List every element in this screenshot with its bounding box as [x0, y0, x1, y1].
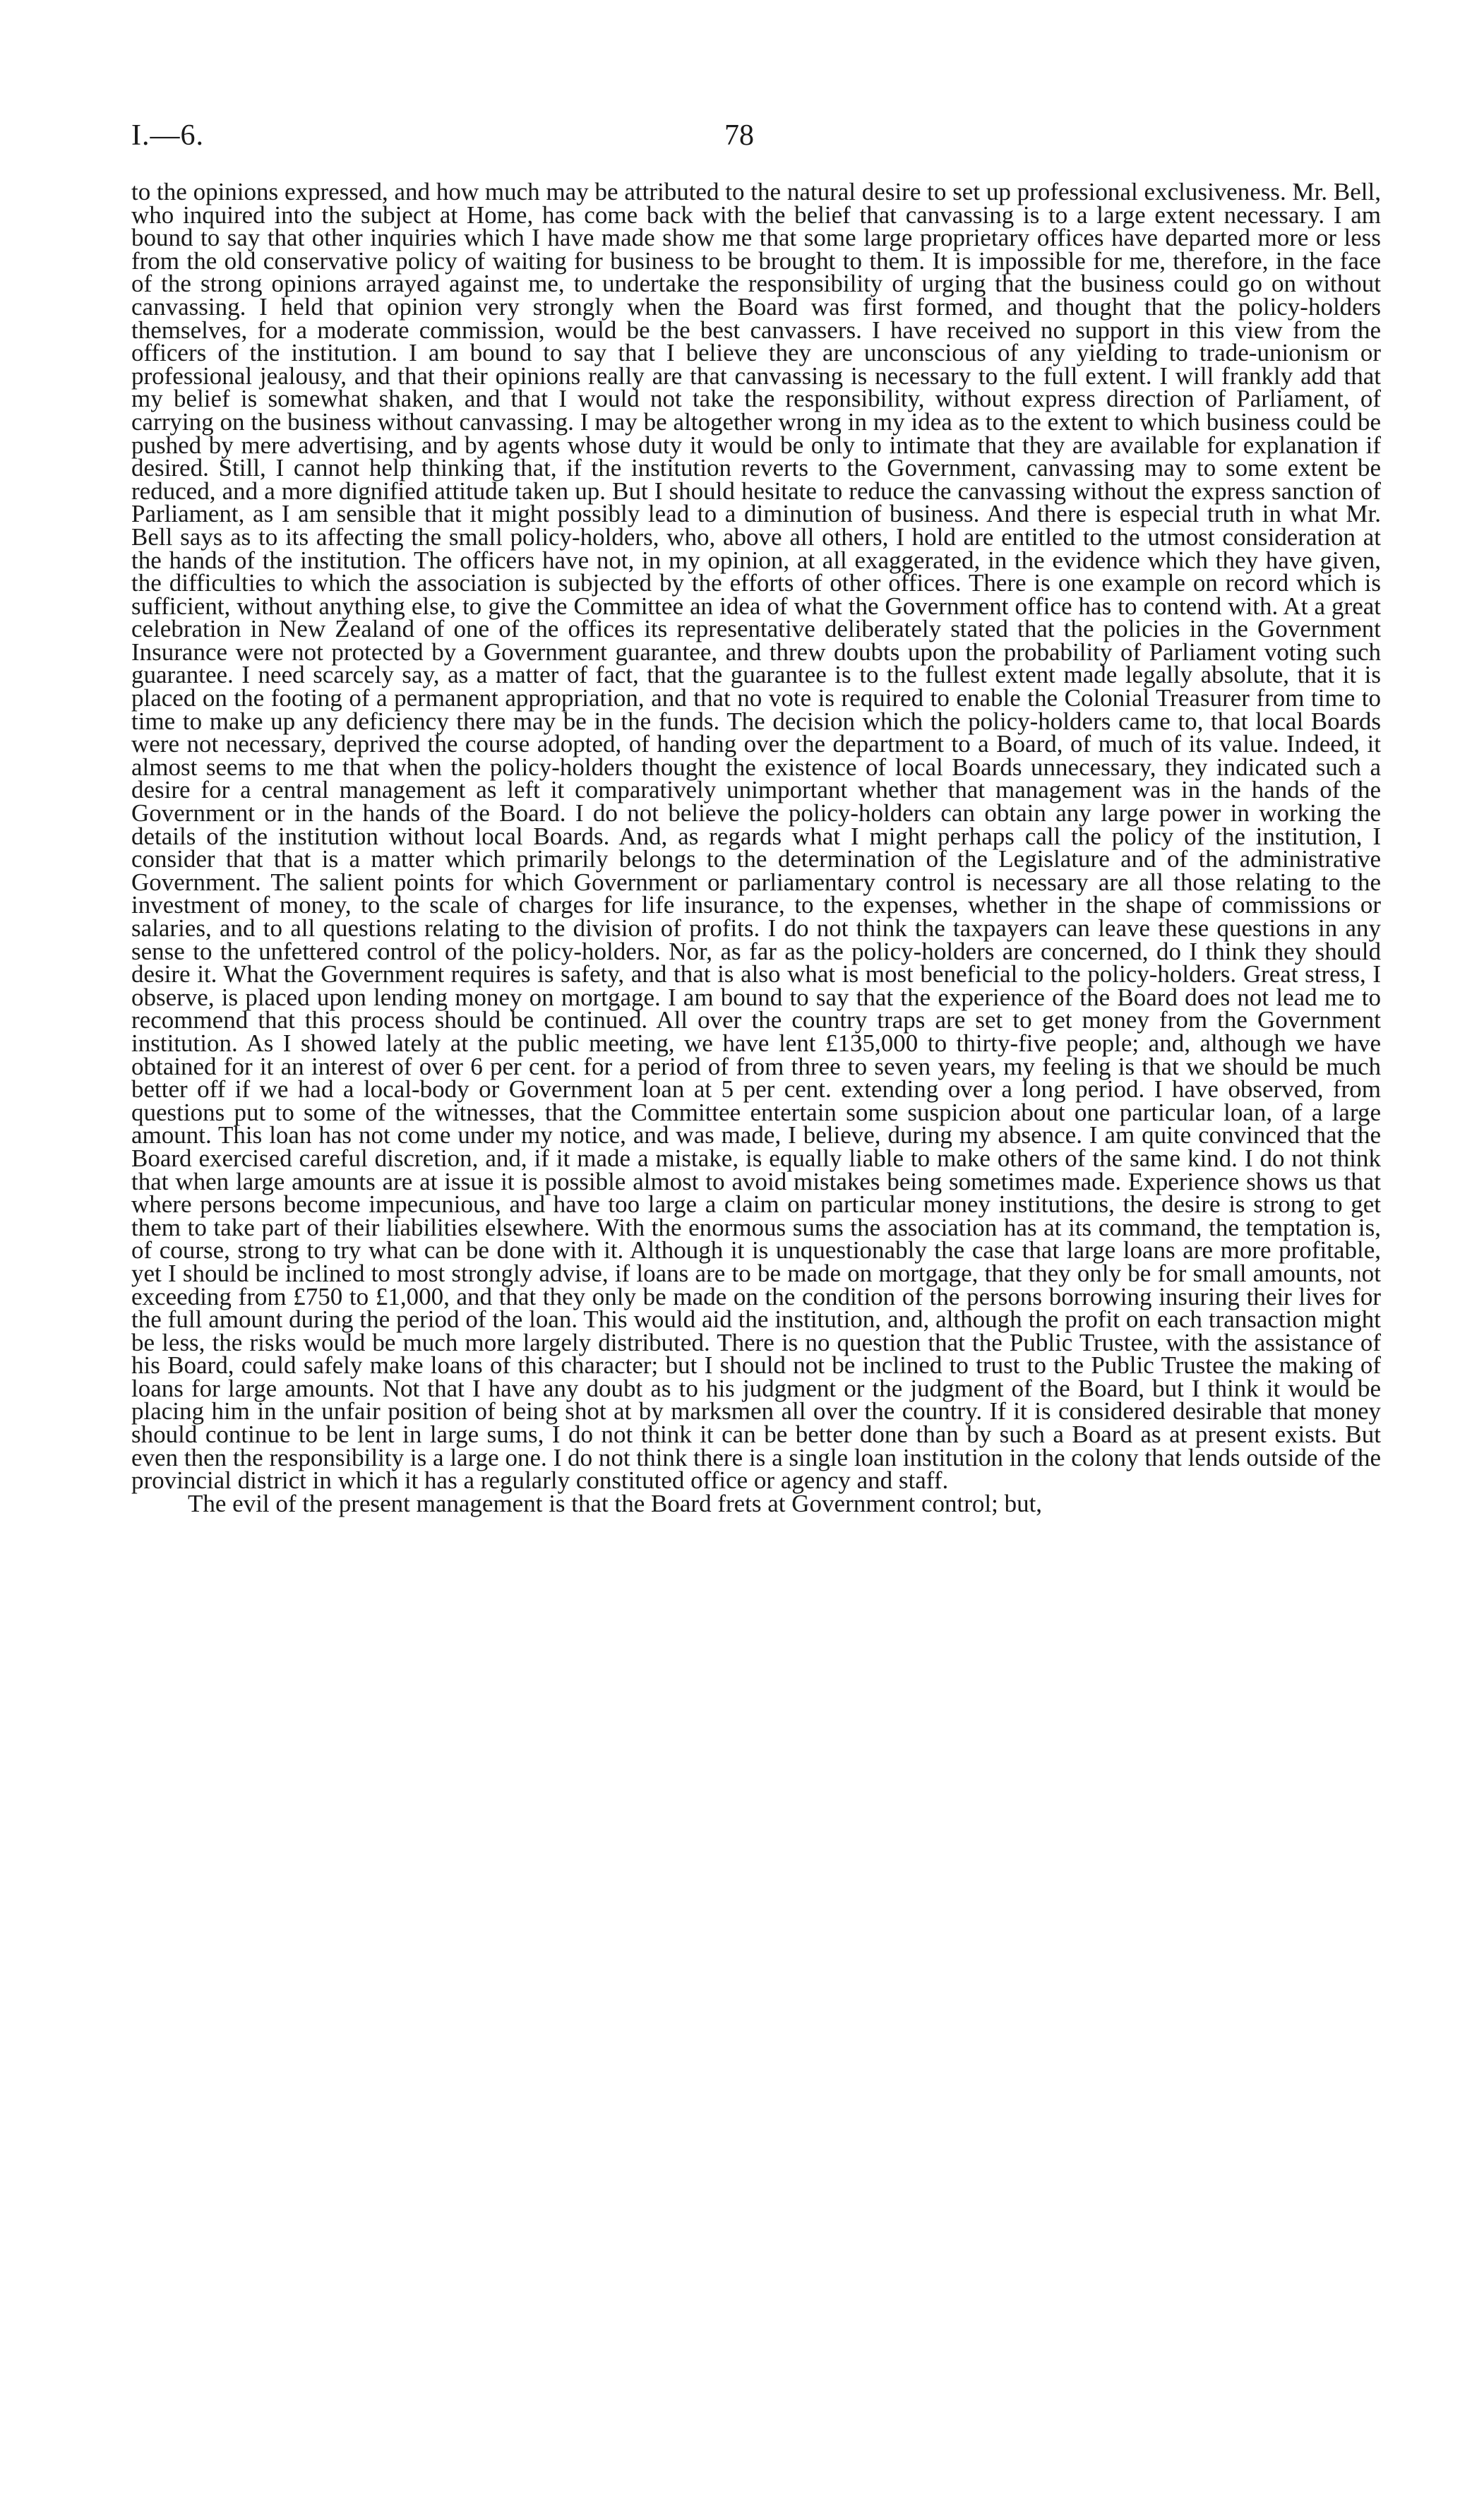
paragraph-1: to the opinions expressed, and how much may be attributed to the natural desire to set up professional exclusiveness. Mr. Bell, who inquired into the subject at Home, has come back with the belief that canvassing is to a large extent necessary. I am bound to say that other inquiries which I have made show me that some large proprietary offices have departed more or less from the old conservative policy of waiting for business to be brought to them. It is impossible for me, therefore, in the face of the strong opinions arrayed against me, to undertake the responsibility of urging that the business could go on without canvassing. I held that opinion very strongly when the Board was first formed, and thought that the policy-holders themselves, for a moderate commission, would be the best canvassers. I have received no support in this view from the officers of the institution. I am bound to say that I believe they are unconscious of any yielding to trade-unionism or professional jealousy, and that their opinions really are that canvassing is necessary to the full extent. I will frankly add that my belief is somewhat shaken, and that I would not take the responsibility, without express direction of Parliament, of carrying on the business without canvassing. I may be altogether wrong in my idea as to the extent to which business could be pushed by mere advertising, and by agents whose duty it would be only to intimate that they are available for explanation if desired. Still, I cannot help thinking that, if the institution reverts to the Government, canvassing may to some extent be reduced, and a more dignified attitude taken up. But I should hesitate to reduce the canvassing without the express sanction of Parliament, as I am sensible that it might possibly lead to a diminution of business. And there is especial truth in what Mr. Bell says as to its affecting the small policy-holders, who, above all others, I hold are entitled to the utmost consideration at the hands of the institution. The officers have not, in my opinion, at all exaggerated, in the evidence which they have given, the difficulties to which the association is subjected by the efforts of other offices. There is one example on record which is sufficient, without anything else, to give the Committee an idea of what the Government office has to contend with. At a great celebration in New Zealand of one of the offices its representative deliberately stated that the policies in the Government Insurance were not protected by a Government guarantee, and threw doubts upon the probability of Parliament voting such guarantee. I need scarcely say, as a matter of fact, that the guarantee is to the fullest extent made legally absolute, that it is placed on the footing of a permanent appropriation, and that no vote is required to enable the Colonial Treasurer from time to time to make up any deficiency there may be in the funds. The decision which the policy-holders came to, that local Boards were not necessary, deprived the course adopted, of handing over the department to a Board, of much of its value. Indeed, it almost seems to me that when the policy-holders thought the existence of local Boards unnecessary, they indicated such a desire for a central management as left it comparatively unimportant whether that management was in the hands of the Government or in the hands of the Board. I do not believe the policy-holders can obtain any large power in working the details of the institution without local Boards. And, as regards what I might perhaps call the policy of the institution, I consider that that is a matter which primarily belongs to the determination of the Legislature and of the administrative Government. The salient points for which Government or parliamentary control is necessary are all those relating to the investment of money, to the scale of charges for life insurance, to the expenses, whether in the shape of commissions or salaries, and to all questions relating to the division of profits. I do not think the taxpayers can leave these questions in any sense to the unfettered control of the policy-holders. Nor, as far as the policy-holders are concerned, do I think they should desire it. What the Government requires is safety, and that is also what is most beneficial to the policy-holders. Great stress, I observe, is placed upon lending money on mortgage. I am bound to say that the experience of the Board does not lead me to recommend that this process should be continued. All over the country traps are set to get money from the Government institution. As I showed lately at the public meeting, we have lent £135,000 to thirty-five people; and, although we have obtained for it an interest of over 6 per cent. for a period of from three to seven years, my feeling is that we should be much better off if we had a local-body or Government loan at 5 per cent. extending over a long period. I have observed, from questions put to some of the witnesses, that the Committee entertain some suspicion about one particular loan, of a large amount. This loan has not come under my notice, and was made, I believe, during my absence. I am quite convinced that the Board exercised careful discretion, and, if it made a mistake, is equally liable to make others of the same kind. I do not think that when large amounts are at issue it is possible almost to avoid mistakes being sometimes made. Experience shows us that where persons become impecunious, and have too large a claim on particular money institutions, the desire is strong to get them to take part of their liabilities elsewhere. With the enormous sums the association has at its command, the temptation is, of course, strong to try what can be done with it. Although it is unquestionably the case that large loans are more profitable, yet I should be inclined to most strongly advise, if loans are to be made on mortgage, that they only be for small amounts, not exceeding from £750 to £1,000, and that they only be made on the condition of the persons borrowing insuring their lives for the full amount during the period of the loan. This would aid the institution, and, although the profit on each transaction might be less, the risks would be much more largely distributed. There is no question that the Public Trustee, with the assistance of his Board, could safely make loans of this character; but I should not be inclined to trust to the Public Trustee the making of loans for large amounts. Not that I have any doubt as to his judgment or the judgment of the Board, but I think it would be placing him in the unfair position of being shot at by marksmen all over the country. If it is considered desirable that money should continue to be lent in large sums, I do not think it can be better done than by such a Board as at present exists. But even then the responsibility is a large one. I do not think there is a single loan institution in the colony that lends outside of the provincial district in which it has a regularly constituted office or agency and staff. — [131, 178, 1381, 1495]
body-text — [131, 178, 1381, 1517]
paragraph-2: The evil of the present management is that the Board frets at Government control; but, — [188, 1489, 1043, 1517]
page-header — [131, 119, 1381, 161]
document-reference: I.—6. — [131, 119, 204, 152]
page-number: 78 — [724, 119, 754, 152]
